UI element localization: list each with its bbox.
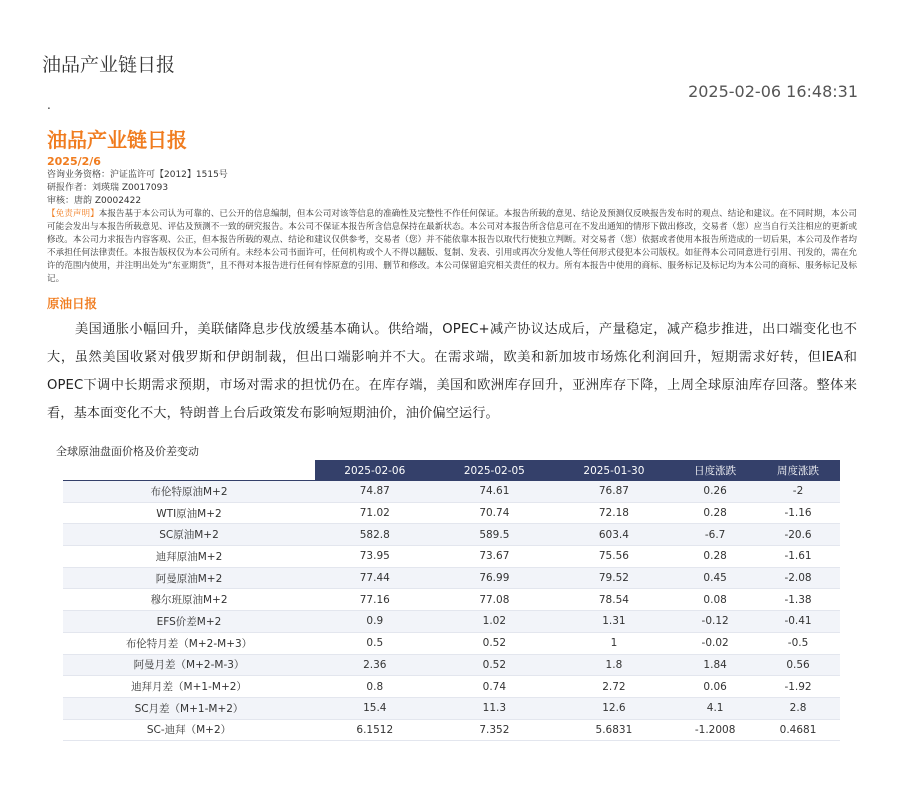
table-row (63, 567, 840, 589)
author: 研报作者：刘瑛瑞 Z0017093 (47, 183, 169, 193)
table-cell: 0.56 (757, 654, 840, 676)
table-row (63, 697, 840, 719)
row-label: 迪拜原油M+2 (63, 546, 315, 568)
price-table (63, 460, 840, 741)
table-cell: 79.52 (554, 567, 674, 589)
table-cell: 77.16 (315, 589, 435, 611)
reviewer: 审核：唐韵 Z0002422 (47, 196, 142, 206)
header-cell (63, 461, 315, 481)
table-cell: -1.61 (757, 546, 840, 568)
page-title: 油品产业链日报 (42, 54, 176, 76)
table-cell: 0.28 (674, 502, 757, 524)
table-cell: 1.84 (674, 654, 757, 676)
table-cell: 78.54 (554, 589, 674, 611)
table-cell: -0.02 (674, 632, 757, 654)
row-label: 布伦特月差（M+2-M+3） (63, 632, 315, 654)
table-caption: 全球原油盘面价格及价差变动 (56, 445, 199, 458)
table-cell: 75.56 (554, 546, 674, 568)
table-cell: 582.8 (315, 524, 435, 546)
table-cell: 77.08 (435, 589, 555, 611)
table-cell: 1.8 (554, 654, 674, 676)
row-label: WTI原油M+2 (63, 502, 315, 524)
table-cell: 12.6 (554, 697, 674, 719)
table-cell: 0.52 (435, 632, 555, 654)
table-cell: 72.18 (554, 502, 674, 524)
report-date: 2025/2/6 (47, 155, 101, 168)
row-label: EFS价差M+2 (63, 611, 315, 633)
table-cell: -1.92 (757, 676, 840, 698)
table-cell: 70.74 (435, 502, 555, 524)
table-cell: 7.352 (435, 719, 555, 741)
qualification: 咨询业务资格：沪证监许可【2012】1515号 (47, 170, 228, 180)
row-label: SC月差（M+1-M+2） (63, 697, 315, 719)
row-label: 迪拜月差（M+1-M+2） (63, 676, 315, 698)
table-cell: 0.8 (315, 676, 435, 698)
table-row (63, 632, 840, 654)
table-cell: 5.6831 (554, 719, 674, 741)
table-cell: 73.67 (435, 546, 555, 568)
table-cell: -2.08 (757, 567, 840, 589)
table-cell: 6.1512 (315, 719, 435, 741)
report (47, 126, 857, 428)
table-cell: 0.74 (435, 676, 555, 698)
table-cell: 1.02 (435, 611, 555, 633)
table-cell: -1.38 (757, 589, 840, 611)
table-cell: -0.12 (674, 611, 757, 633)
disclaimer-tag: 【免责声明】 (47, 209, 99, 219)
table-cell: 73.95 (315, 546, 435, 568)
table-cell: 2.36 (315, 654, 435, 676)
table-cell: 74.61 (435, 481, 555, 503)
table-cell: -6.7 (674, 524, 757, 546)
table-cell: 71.02 (315, 502, 435, 524)
disclaimer (47, 208, 857, 286)
row-label: SC原油M+2 (63, 524, 315, 546)
row-label: 阿曼月差（M+2-M-3） (63, 654, 315, 676)
header-cell: 2025-02-05 (435, 461, 555, 481)
header-cell: 2025-01-30 (554, 461, 674, 481)
table-cell: 76.87 (554, 481, 674, 503)
table-row (63, 654, 840, 676)
row-label: 布伦特原油M+2 (63, 481, 315, 503)
table-row (63, 611, 840, 633)
table-cell: 0.5 (315, 632, 435, 654)
table-row (63, 719, 840, 741)
table-cell: 2.72 (554, 676, 674, 698)
timestamp: 2025-02-06 16:48:31 (688, 82, 858, 101)
table-row (63, 589, 840, 611)
table-cell: 77.44 (315, 567, 435, 589)
table-cell: -2 (757, 481, 840, 503)
table-cell: -0.5 (757, 632, 840, 654)
table-row (63, 546, 840, 568)
table-cell: 0.26 (674, 481, 757, 503)
table-cell: 0.08 (674, 589, 757, 611)
header-cell: 日度涨跌 (674, 461, 757, 481)
table-row (63, 524, 840, 546)
table-cell: 0.28 (674, 546, 757, 568)
table-row (63, 676, 840, 698)
disclaimer-text: 本报告基于本公司认为可靠的、已公开的信息编制，但本公司对该等信息的准确性及完整性不作任何保证。本报告所载的意见、结论及预测仅反映报告发布时的观点、结论和建议。在不同时期，本公司可能会发出与本报告所载意见、评估及预测不一致的研究报告。本公司不保证本报告所含信息保持在最新状态。本公司对本报告所含信息可在不发出通知的情形下做出修改，交易者（您）应当自行关注相应的更新或修改。本公司力求报告内容客观、公正，但本报告所载的观点、结论和建议仅供参考，交易者（您）并不能依靠本报告以取代行使独立判断。对交易者（您）依据或者使用本报告所造成的一切后果，本公司及作者均不承担任何法律责任。本报告版权仅为本公司所有。未经本公司书面许可，任何机构或个人不得以翻版、复制、发表、引用或再次分发他人等任何形式侵犯本公司版权。如征得本公司同意进行引用、刊发的，需在允许的范围内使用，并注明出处为“东亚期货”，且不得对本报告进行任何有悖原意的引用、删节和修改。本公司保留追究相关责任的权力。所有本报告中使用的商标、服务标记及标记均为本公司的商标、服务标记及标记。 (47, 209, 857, 284)
report-title: 油品产业链日报 (47, 128, 187, 152)
table-cell: -20.6 (757, 524, 840, 546)
table-cell: -1.16 (757, 502, 840, 524)
table-cell: 15.4 (315, 697, 435, 719)
section-title: 原油日报 (47, 296, 98, 311)
table-row (63, 502, 840, 524)
table-cell: 2.8 (757, 697, 840, 719)
table-cell: 0.9 (315, 611, 435, 633)
table-cell: 4.1 (674, 697, 757, 719)
table-cell: 1 (554, 632, 674, 654)
table-cell: 0.06 (674, 676, 757, 698)
table-row (63, 481, 840, 503)
row-label: SC-迪拜（M+2） (63, 719, 315, 741)
table-cell: 603.4 (554, 524, 674, 546)
body-text: 美国通胀小幅回升，美联储降息步伐放缓基本确认。供给端，OPEC+减产协议达成后，产量稳定，减产稳步推进，出口端变化也不大，虽然美国收紧对俄罗斯和伊朗制裁，但出口端影响并不大。在需求端，欧美和新加坡市场炼化利润回升，短期需求好转，但IEA和OPEC下调中长期需求预期，市场对需求的担忧仍在。在库存端，美国和欧洲库存回升，亚洲库存下降，上周全球原油库存回落。整体来看，基本面变化不大，特朗普上台后政策发布影响短期油价，油价偏空运行。 (47, 322, 857, 421)
header-cell: 周度涨跌 (757, 461, 840, 481)
table-cell: 589.5 (435, 524, 555, 546)
table-cell: 1.31 (554, 611, 674, 633)
dot-marker: . (47, 98, 51, 112)
table-cell: 74.87 (315, 481, 435, 503)
table-cell: -0.41 (757, 611, 840, 633)
table-cell: 76.99 (435, 567, 555, 589)
table-cell: 11.3 (435, 697, 555, 719)
row-label: 穆尔班原油M+2 (63, 589, 315, 611)
header-cell: 2025-02-06 (315, 461, 435, 481)
table-cell: -1.2008 (674, 719, 757, 741)
table-header-row (63, 461, 840, 481)
table-cell: 0.45 (674, 567, 757, 589)
table-cell: 0.4681 (757, 719, 840, 741)
row-label: 阿曼原油M+2 (63, 567, 315, 589)
table-cell: 0.52 (435, 654, 555, 676)
